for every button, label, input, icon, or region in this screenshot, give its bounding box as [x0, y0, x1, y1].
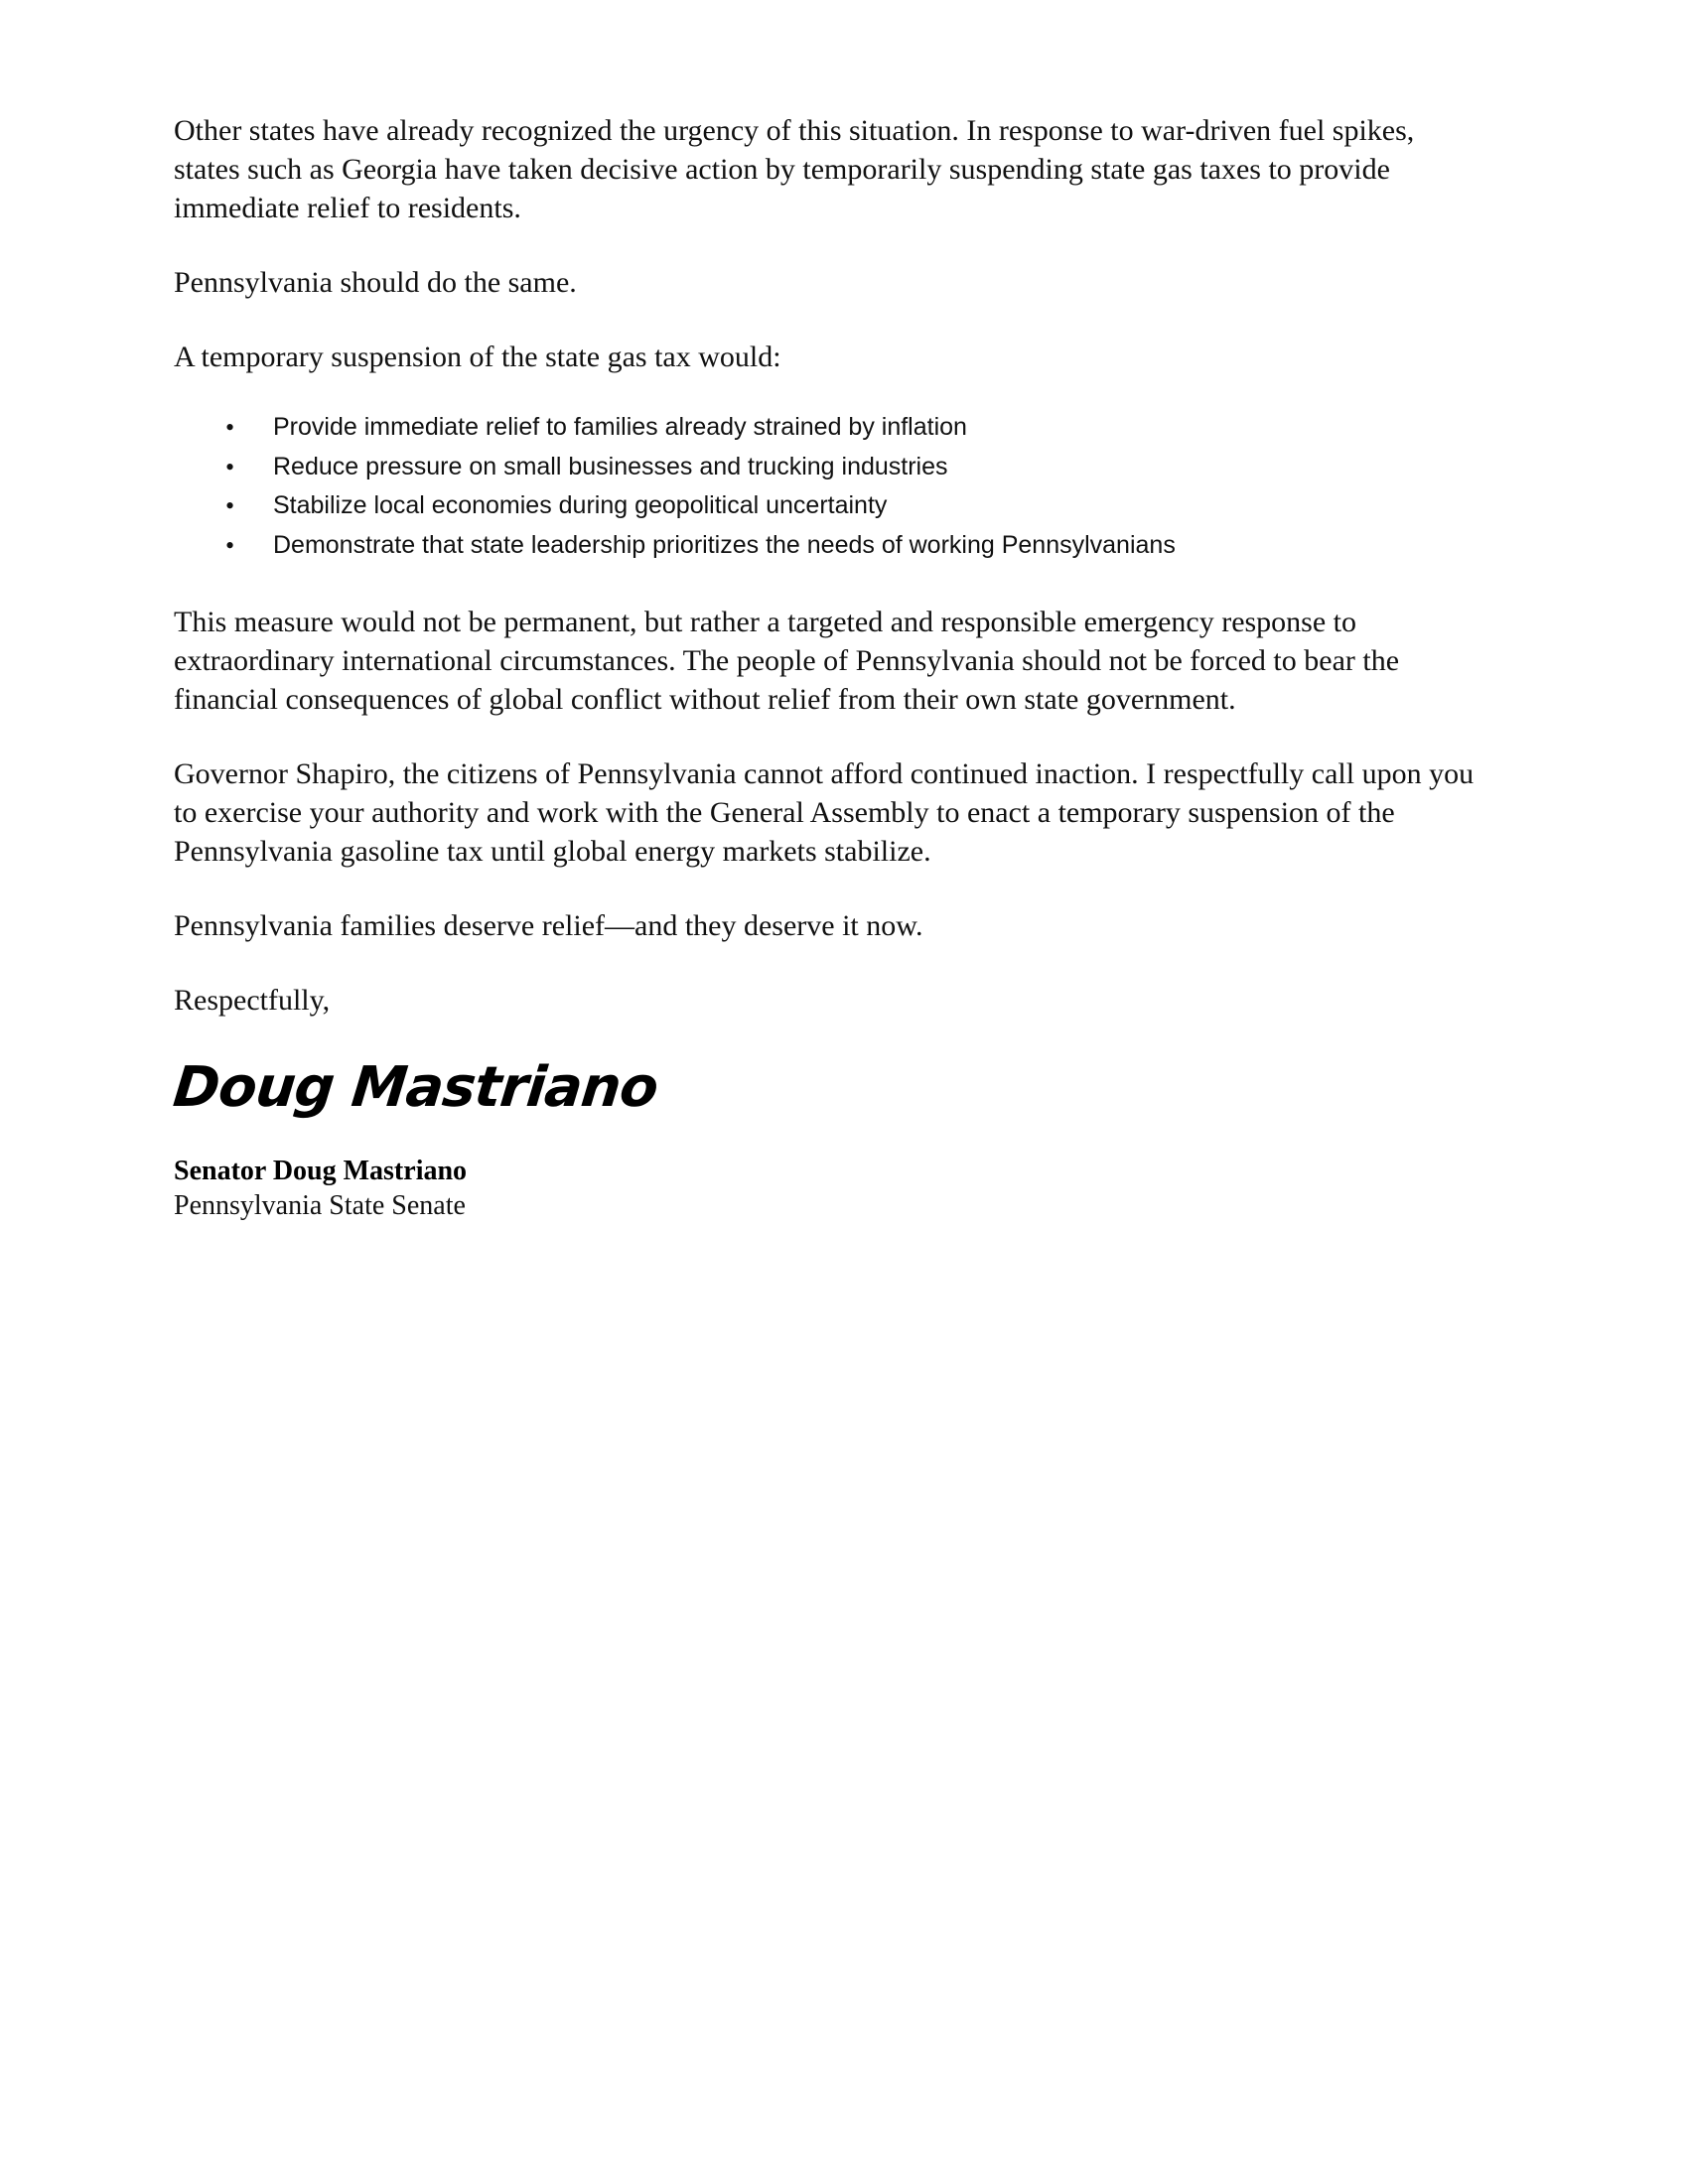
list-item-label: Stabilize local economies during geopolitical uncertainty: [273, 491, 888, 519]
paragraph-suspension-lead-in: A temporary suspension of the state gas tax would:: [174, 341, 781, 373]
bullet-icon: •: [225, 491, 235, 520]
benefits-list: [174, 410, 1484, 563]
handwritten-signature: Doug Mastriano: [170, 1055, 661, 1120]
paragraph-other-states: Other states have already recognized the urgency of this situation. In response to war-driven fuel spikes, states such as Georgia have taken decisive action by temporarily suspending state gas taxes to provide immediate relief to residents.: [174, 114, 1415, 224]
paragraph-pennsylvania-same: Pennsylvania should do the same.: [174, 266, 577, 299]
closing-salutation: Respectfully,: [174, 984, 331, 1017]
bullet-icon: •: [225, 452, 235, 481]
list-item: [174, 410, 1484, 446]
list-item: [174, 450, 1484, 485]
bullet-icon: •: [225, 413, 235, 442]
list-item-label: Reduce pressure on small businesses and trucking industries: [273, 452, 948, 480]
list-item-label: Provide immediate relief to families already strained by inflation: [273, 413, 967, 441]
paragraph-governor-appeal: Governor Shapiro, the citizens of Pennsylvania cannot afford continued inaction. I respectfully call upon you to exercise your authority and work with the General Assembly to enact a temporary suspension of the Pennsylvania gasoline tax until global energy markets stabilize.: [174, 757, 1475, 868]
signatory-name: Senator Doug Mastriano: [174, 1156, 468, 1186]
bullet-icon: •: [225, 530, 235, 560]
letter-body: [170, 111, 1484, 1223]
list-item-label: Demonstrate that state leadership prioritizes the needs of working Pennsylvanians: [273, 530, 1176, 559]
paragraph-families-deserve-relief: Pennsylvania families deserve relief—and they deserve it now.: [174, 909, 923, 942]
list-item: [174, 528, 1484, 564]
list-item: [174, 488, 1484, 524]
signatory-title: Pennsylvania State Senate: [174, 1190, 466, 1221]
paragraph-not-permanent: This measure would not be permanent, but rather a targeted and responsible emergency response to extraordinary international circumstances. The people of Pennsylvania should not be forced to bear the financial consequences of global conflict without relief from their own state government.: [174, 606, 1400, 716]
signature-block: [170, 1055, 1484, 1223]
